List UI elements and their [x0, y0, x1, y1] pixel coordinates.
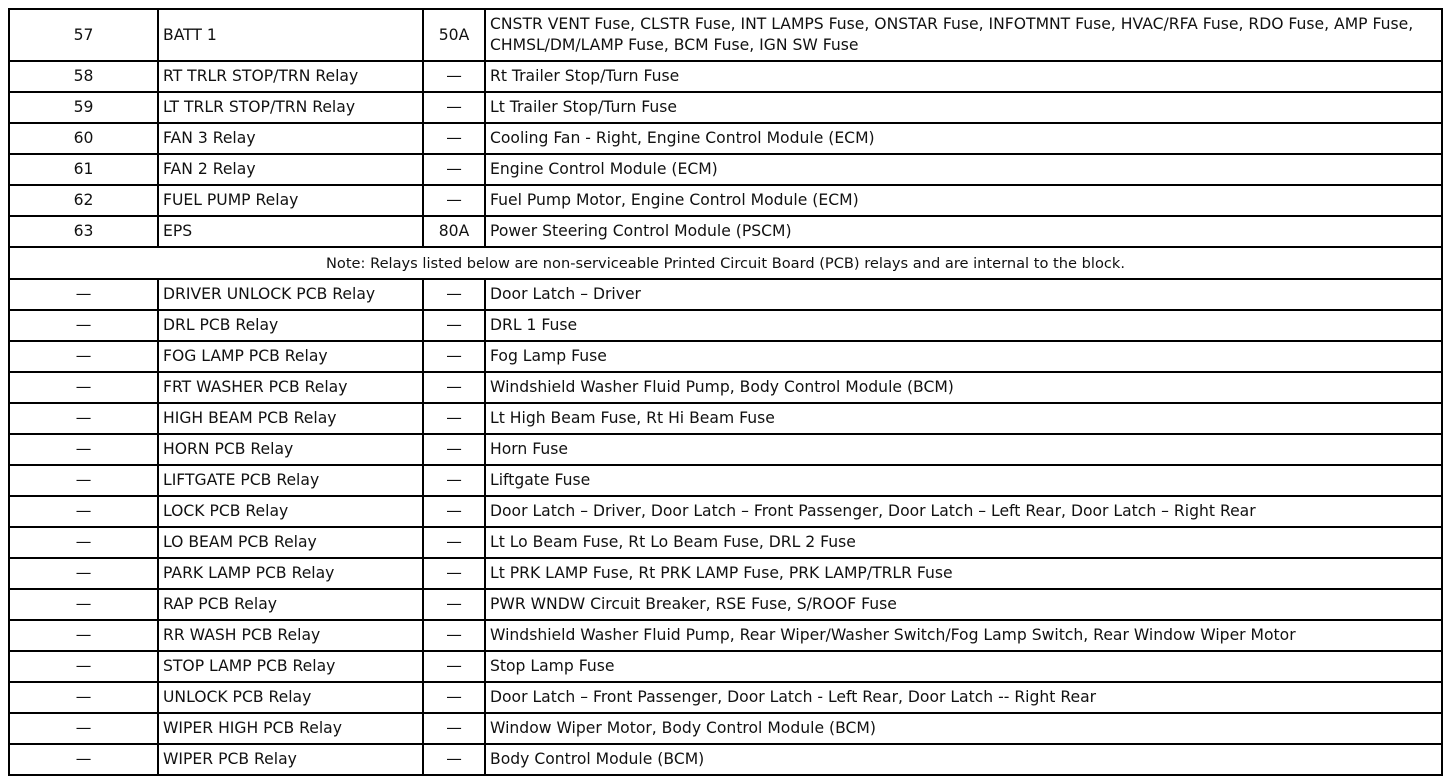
fuse-name: EPS — [158, 216, 423, 247]
table-row — [9, 620, 1442, 651]
table-row — [9, 744, 1442, 775]
table-row — [9, 372, 1442, 403]
fuse-number: — — [9, 372, 158, 403]
fuse-name: PARK LAMP PCB Relay — [158, 558, 423, 589]
fuse-name: FRT WASHER PCB Relay — [158, 372, 423, 403]
fuse-table-body — [9, 9, 1442, 775]
fuse-usage: Fuel Pump Motor, Engine Control Module (ECM) — [485, 185, 1442, 216]
fuse-usage: Stop Lamp Fuse — [485, 651, 1442, 682]
table-row — [9, 465, 1442, 496]
fuse-rating: 50A — [423, 9, 485, 61]
fuse-number: — — [9, 744, 158, 775]
fuse-number: 59 — [9, 92, 158, 123]
fuse-name: DRL PCB Relay — [158, 310, 423, 341]
fuse-name: WIPER HIGH PCB Relay — [158, 713, 423, 744]
fuse-rating: — — [423, 123, 485, 154]
fuse-name: BATT 1 — [158, 9, 423, 61]
fuse-number: 57 — [9, 9, 158, 61]
fuse-name: STOP LAMP PCB Relay — [158, 651, 423, 682]
fuse-number: — — [9, 527, 158, 558]
fuse-number: — — [9, 682, 158, 713]
table-row — [9, 185, 1442, 216]
fuse-rating: — — [423, 372, 485, 403]
fuse-usage: CNSTR VENT Fuse, CLSTR Fuse, INT LAMPS Fuse, ONSTAR Fuse, INFOTMNT Fuse, HVAC/RFA Fuse, RDO Fuse, AMP Fuse, CHMSL/DM/LAMP Fuse, BCM Fuse, IGN SW Fuse — [485, 9, 1442, 61]
fuse-rating: — — [423, 185, 485, 216]
fuse-rating: — — [423, 465, 485, 496]
fuse-number: — — [9, 620, 158, 651]
pcb-relay-note: Note: Relays listed below are non-serviceable Printed Circuit Board (PCB) relays and are internal to the block. — [9, 247, 1442, 279]
fuse-usage: Door Latch – Driver — [485, 279, 1442, 310]
fuse-number: — — [9, 310, 158, 341]
fuse-number: — — [9, 341, 158, 372]
table-row — [9, 123, 1442, 154]
table-row — [9, 558, 1442, 589]
fuse-name: HIGH BEAM PCB Relay — [158, 403, 423, 434]
table-row — [9, 279, 1442, 310]
fuse-number: 63 — [9, 216, 158, 247]
fuse-name: FUEL PUMP Relay — [158, 185, 423, 216]
fuse-name: LO BEAM PCB Relay — [158, 527, 423, 558]
fuse-rating: — — [423, 434, 485, 465]
fuse-usage: Engine Control Module (ECM) — [485, 154, 1442, 185]
fuse-rating: — — [423, 496, 485, 527]
fuse-name: HORN PCB Relay — [158, 434, 423, 465]
fuse-usage: Liftgate Fuse — [485, 465, 1442, 496]
fuse-rating: — — [423, 527, 485, 558]
fuse-usage: Body Control Module (BCM) — [485, 744, 1442, 775]
fuse-number: — — [9, 496, 158, 527]
fuse-usage: Cooling Fan - Right, Engine Control Module (ECM) — [485, 123, 1442, 154]
fuse-usage: Rt Trailer Stop/Turn Fuse — [485, 61, 1442, 92]
fuse-usage: Lt Lo Beam Fuse, Rt Lo Beam Fuse, DRL 2 Fuse — [485, 527, 1442, 558]
fuse-rating: — — [423, 620, 485, 651]
table-row — [9, 341, 1442, 372]
fuse-number: — — [9, 713, 158, 744]
fuse-number: 60 — [9, 123, 158, 154]
fuse-name: WIPER PCB Relay — [158, 744, 423, 775]
note-row — [9, 247, 1442, 279]
fuse-usage: Windshield Washer Fluid Pump, Body Control Module (BCM) — [485, 372, 1442, 403]
fuse-usage: Door Latch – Driver, Door Latch – Front Passenger, Door Latch – Left Rear, Door Latch – Right Rear — [485, 496, 1442, 527]
table-row — [9, 527, 1442, 558]
table-row — [9, 713, 1442, 744]
fuse-rating: — — [423, 403, 485, 434]
fuse-name: FOG LAMP PCB Relay — [158, 341, 423, 372]
fuse-rating: — — [423, 154, 485, 185]
fuse-name: UNLOCK PCB Relay — [158, 682, 423, 713]
fuse-usage: Windshield Washer Fluid Pump, Rear Wiper/Washer Switch/Fog Lamp Switch, Rear Window Wiper Motor — [485, 620, 1442, 651]
fuse-number: 58 — [9, 61, 158, 92]
fuse-name: LT TRLR STOP/TRN Relay — [158, 92, 423, 123]
fuse-rating: — — [423, 310, 485, 341]
table-row — [9, 92, 1442, 123]
fuse-rating: — — [423, 341, 485, 372]
fuse-name: RR WASH PCB Relay — [158, 620, 423, 651]
fuse-number: — — [9, 465, 158, 496]
fuse-number: 61 — [9, 154, 158, 185]
fuse-usage: Lt High Beam Fuse, Rt Hi Beam Fuse — [485, 403, 1442, 434]
fuse-name: FAN 3 Relay — [158, 123, 423, 154]
fuse-rating: — — [423, 744, 485, 775]
table-row — [9, 216, 1442, 247]
fuse-rating: — — [423, 682, 485, 713]
table-row — [9, 682, 1442, 713]
fuse-rating: — — [423, 61, 485, 92]
fuse-number: — — [9, 279, 158, 310]
fuse-usage: Power Steering Control Module (PSCM) — [485, 216, 1442, 247]
fuse-rating: — — [423, 279, 485, 310]
fuse-usage: Lt PRK LAMP Fuse, Rt PRK LAMP Fuse, PRK LAMP/TRLR Fuse — [485, 558, 1442, 589]
fuse-name: RT TRLR STOP/TRN Relay — [158, 61, 423, 92]
table-row — [9, 61, 1442, 92]
fuse-rating: — — [423, 92, 485, 123]
table-row — [9, 434, 1442, 465]
table-row — [9, 651, 1442, 682]
fuse-number: — — [9, 403, 158, 434]
table-row — [9, 9, 1442, 61]
table-row — [9, 154, 1442, 185]
fuse-usage: Door Latch – Front Passenger, Door Latch - Left Rear, Door Latch -- Right Rear — [485, 682, 1442, 713]
fuse-name: RAP PCB Relay — [158, 589, 423, 620]
fuse-rating: — — [423, 558, 485, 589]
fuse-name: LOCK PCB Relay — [158, 496, 423, 527]
fuse-usage: Lt Trailer Stop/Turn Fuse — [485, 92, 1442, 123]
fuse-usage: PWR WNDW Circuit Breaker, RSE Fuse, S/ROOF Fuse — [485, 589, 1442, 620]
table-row — [9, 403, 1442, 434]
fuse-name: LIFTGATE PCB Relay — [158, 465, 423, 496]
fuse-usage: Fog Lamp Fuse — [485, 341, 1442, 372]
fuse-number: — — [9, 589, 158, 620]
table-row — [9, 589, 1442, 620]
fuse-rating: 80A — [423, 216, 485, 247]
fuse-rating: — — [423, 713, 485, 744]
table-row — [9, 496, 1442, 527]
fuse-rating: — — [423, 651, 485, 682]
fuse-usage: Horn Fuse — [485, 434, 1442, 465]
fuse-usage: DRL 1 Fuse — [485, 310, 1442, 341]
fuse-number: — — [9, 434, 158, 465]
fuse-relay-table — [8, 8, 1443, 776]
fuse-number: — — [9, 558, 158, 589]
fuse-name: DRIVER UNLOCK PCB Relay — [158, 279, 423, 310]
fuse-usage: Window Wiper Motor, Body Control Module (BCM) — [485, 713, 1442, 744]
fuse-number: — — [9, 651, 158, 682]
fuse-number: 62 — [9, 185, 158, 216]
fuse-rating: — — [423, 589, 485, 620]
fuse-name: FAN 2 Relay — [158, 154, 423, 185]
table-row — [9, 310, 1442, 341]
